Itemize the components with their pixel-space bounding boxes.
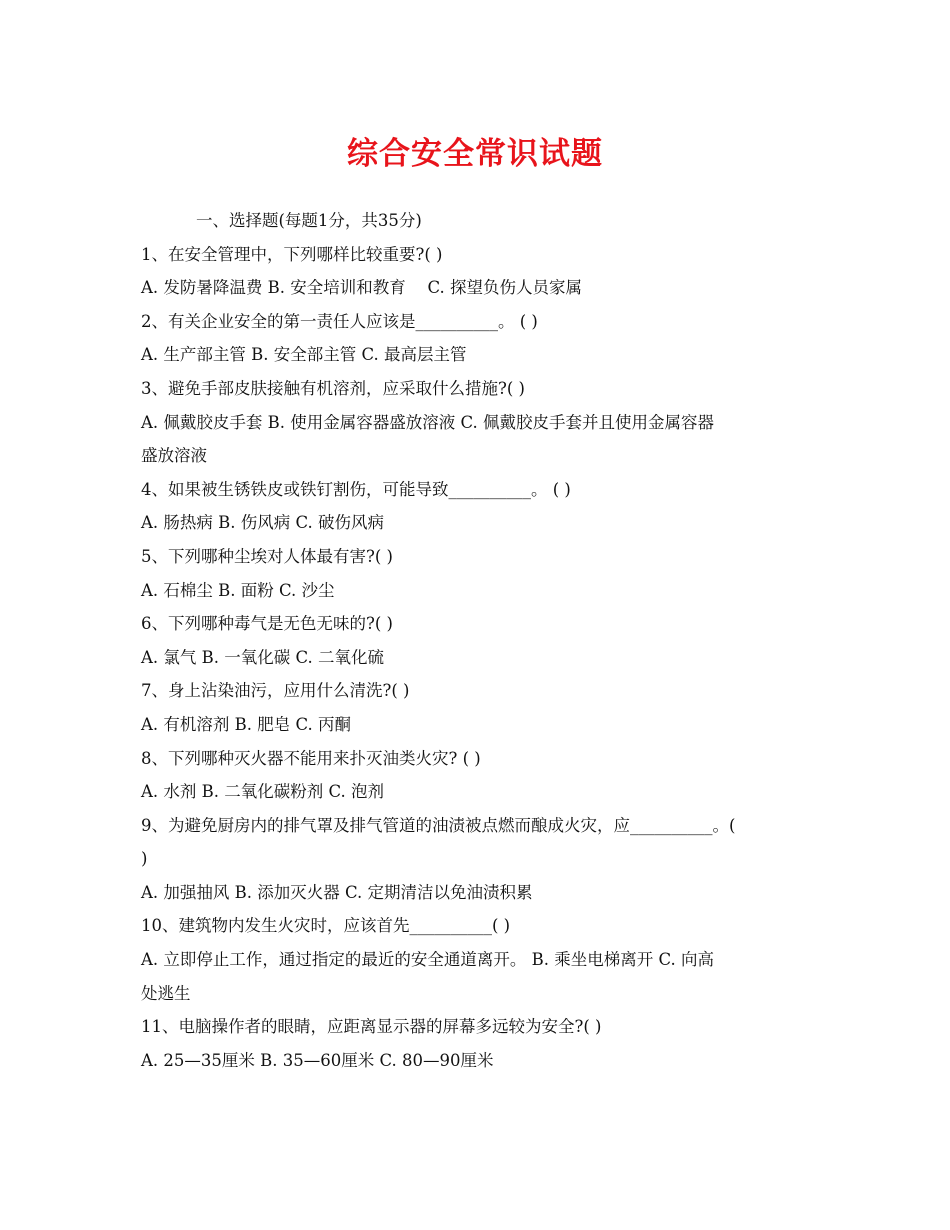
question-2: 2、有关企业安全的第一责任人应该是__________。 ( ) (141, 311, 538, 331)
document-title: 综合安全常识试题 (347, 136, 603, 172)
section-heading: 一、选择题(每题1分，共35分) (196, 211, 422, 230)
options-11: A. 25—35厘米 B. 35—60厘米 C. 80—90厘米 (141, 1050, 494, 1070)
options-10-continued: 处逃生 (141, 983, 191, 1003)
options-3: A. 佩戴胶皮手套 B. 使用金属容器盛放溶液 C. 佩戴胶皮手套并且使用金属容器 (141, 412, 715, 432)
options-6: A. 氯气 B. 一氧化碳 C. 二氧化硫 (141, 647, 385, 667)
options-7: A. 有机溶剂 B. 肥皂 C. 丙酮 (141, 714, 352, 734)
question-4: 4、如果被生锈铁皮或铁钉割伤，可能导致__________。 ( ) (141, 479, 571, 499)
question-1: 1、在安全管理中，下列哪样比较重要?( ) (141, 244, 443, 264)
question-5: 5、下列哪种尘埃对人体最有害?( ) (141, 546, 393, 566)
question-3: 3、避免手部皮肤接触有机溶剂，应采取什么措施?( ) (141, 378, 525, 398)
options-2: A. 生产部主管 B. 安全部主管 C. 最高层主管 (141, 345, 467, 365)
options-5: A. 石棉尘 B. 面粉 C. 沙尘 (141, 580, 335, 600)
question-9: 9、为避免厨房内的排气罩及排气管道的油渍被点燃而酿成火灾，应__________。( (141, 815, 736, 835)
options-8: A. 水剂 B. 二氧化碳粉剂 C. 泡剂 (141, 782, 385, 802)
question-11: 11、电脑操作者的眼睛，应距离显示器的屏幕多远较为安全?( ) (141, 1017, 602, 1037)
question-8: 8、下列哪种灭火器不能用来扑灭油类火灾? ( ) (141, 748, 481, 768)
question-7: 7、身上沾染油污，应用什么清洗?( ) (141, 681, 410, 701)
options-9: A. 加强抽风 B. 添加灭火器 C. 定期清洁以免油渍积累 (141, 882, 533, 902)
question-list (141, 204, 821, 1077)
question-9-continued: ) (141, 849, 148, 869)
question-10: 10、建筑物内发生火灾时，应该首先__________( ) (141, 916, 511, 936)
question-6: 6、下列哪种毒气是无色无味的?( ) (141, 614, 393, 634)
options-10: A. 立即停止工作，通过指定的最近的安全通道离开。 B. 乘坐电梯离开 C. 向高 (141, 950, 715, 970)
options-3-continued: 盛放溶液 (141, 446, 207, 466)
options-1: A. 发防暑降温费 B. 安全培训和教育 C. 探望负伤人员家属 (141, 278, 583, 298)
options-4: A. 肠热病 B. 伤风病 C. 破伤风病 (141, 513, 385, 533)
